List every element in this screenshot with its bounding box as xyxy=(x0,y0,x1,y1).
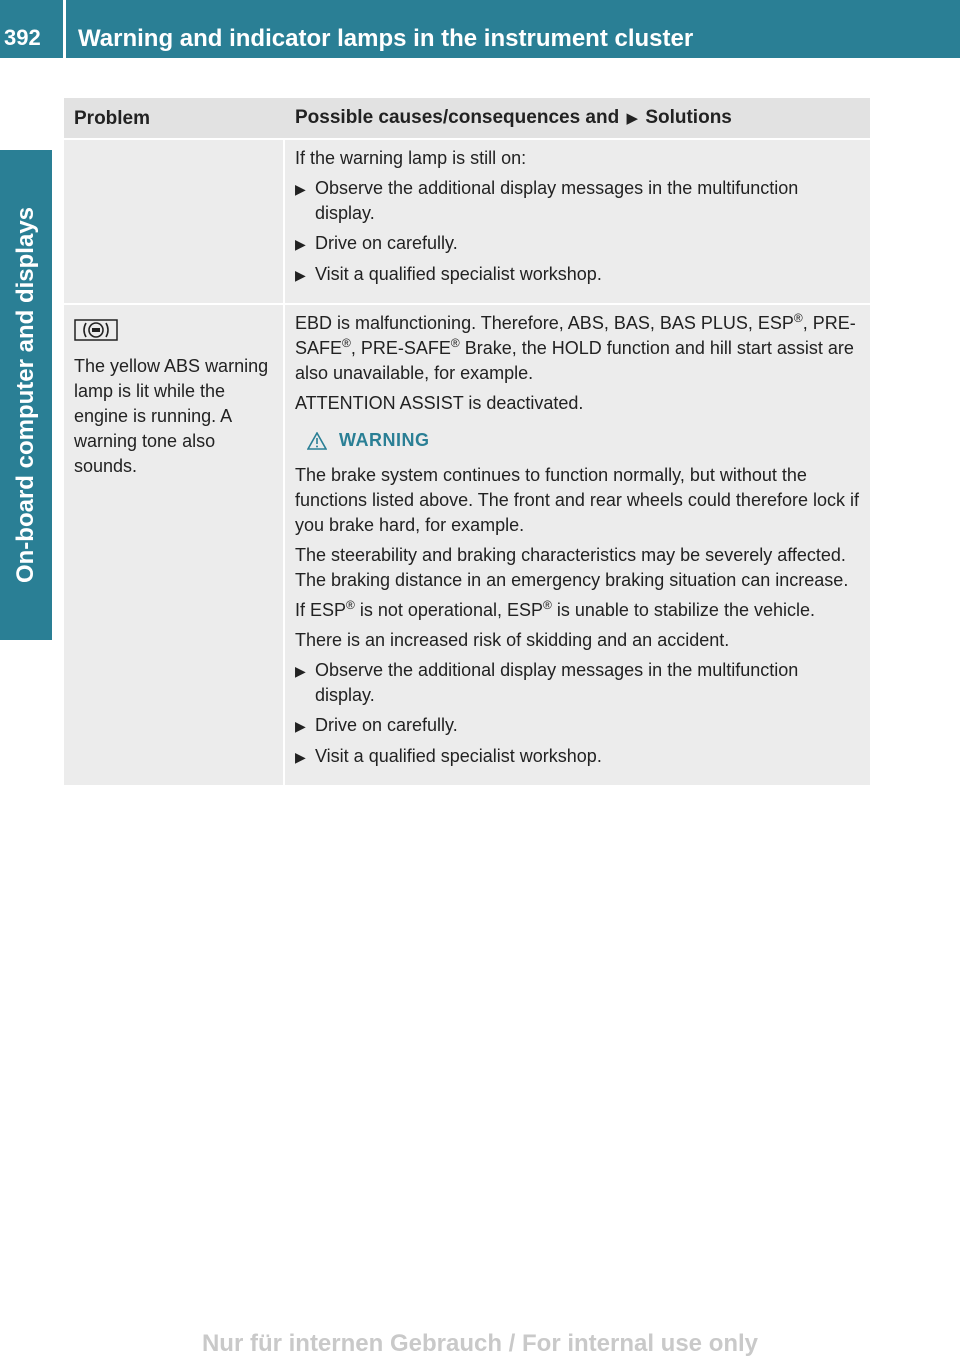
warning-text-part: If ESP xyxy=(295,600,347,620)
header-solutions-label-2: Solutions xyxy=(645,107,732,128)
warning-text xyxy=(295,598,862,623)
step-text: Observe the additional display messages in the multifunction display. xyxy=(315,178,799,223)
warning-text: There is an increased risk of skidding and an accident. xyxy=(295,630,730,650)
warning-text-part: is unable to stabilize the vehicle. xyxy=(551,600,815,620)
table-header xyxy=(64,98,870,138)
page-title: Warning and indicator lamps in the instrument cluster xyxy=(78,25,694,52)
warning-triangle-icon xyxy=(307,432,327,450)
cause-text: EBD is malfunctioning. Therefore, ABS, BAS, BAS PLUS, ESP xyxy=(295,313,794,333)
warning-heading xyxy=(307,428,862,453)
table-row xyxy=(64,138,870,303)
problem-cell xyxy=(64,305,285,785)
warning-text: The steerability and braking characteristics may be severely affected. The braking distance in an emergency braking situation can increase. xyxy=(295,545,849,590)
solution-cell xyxy=(285,140,870,303)
registered-mark: ® xyxy=(450,336,460,350)
problem-text: The yellow ABS warning lamp is lit while the engine is running. A warning tone also sounds. xyxy=(74,356,269,476)
step-text: Drive on carefully. xyxy=(315,715,458,735)
action-step xyxy=(295,713,862,739)
registered-mark: ® xyxy=(346,598,355,612)
problem-solution-table xyxy=(64,98,870,785)
action-arrow-icon: ▶ xyxy=(295,663,306,679)
registered-mark: ® xyxy=(342,336,351,350)
cause-paragraph xyxy=(295,311,862,386)
action-step xyxy=(295,658,862,708)
action-step xyxy=(295,231,862,257)
action-arrow-icon: ▶ xyxy=(295,236,306,252)
margin-gap xyxy=(52,58,64,1362)
action-arrow-icon: ▶ xyxy=(295,267,306,283)
internal-use-footer: Nur für internen Gebrauch / For internal use only xyxy=(201,1330,759,1357)
page-header xyxy=(0,0,960,58)
header-solutions-label: Possible causes/consequences and xyxy=(295,107,620,128)
action-arrow-icon: ▶ xyxy=(295,749,306,765)
solution-cell xyxy=(285,305,870,785)
header-divider xyxy=(63,0,66,58)
table-row xyxy=(64,303,870,785)
warning-text-part: is not operational, ESP xyxy=(354,600,543,620)
warning-text: The brake system continues to function normally, but without the functions listed above. The front and rear wheels could therefore lock if you brake hard, for example. xyxy=(295,465,859,535)
abs-warning-lamp-icon xyxy=(74,319,118,348)
step-text: Observe the additional display messages in the multifunction display. xyxy=(315,660,799,705)
registered-mark: ® xyxy=(793,311,803,325)
cause-text: , PRE-SAFE xyxy=(350,338,451,358)
registered-mark: ® xyxy=(543,598,552,612)
header-solutions xyxy=(285,105,870,131)
header-problem: Problem xyxy=(74,107,151,129)
action-arrow-icon: ▶ xyxy=(295,718,306,734)
step-text: Visit a qualified specialist workshop. xyxy=(315,746,602,766)
section-side-tab-label: On-board computer and displays xyxy=(12,206,39,584)
warning-label: WARNING xyxy=(339,430,430,450)
action-arrow-icon: ▶ xyxy=(295,181,306,197)
action-step xyxy=(295,176,862,226)
step-text: Visit a qualified specialist workshop. xyxy=(315,264,602,284)
cause-text: , PRE-SAFE xyxy=(295,313,856,358)
step-text: Drive on carefully. xyxy=(315,233,458,253)
page-number: 392 xyxy=(4,25,41,50)
cause-paragraph-2: ATTENTION ASSIST is deactivated. xyxy=(295,393,584,413)
action-step xyxy=(295,744,862,770)
action-arrow-icon: ▶ xyxy=(626,110,639,127)
intro-text: If the warning lamp is still on: xyxy=(295,148,527,168)
action-step xyxy=(295,262,862,288)
problem-cell xyxy=(64,140,285,303)
cause-text: Brake, the HOLD function and hill start assist are also unavailable, for example. xyxy=(295,338,854,383)
